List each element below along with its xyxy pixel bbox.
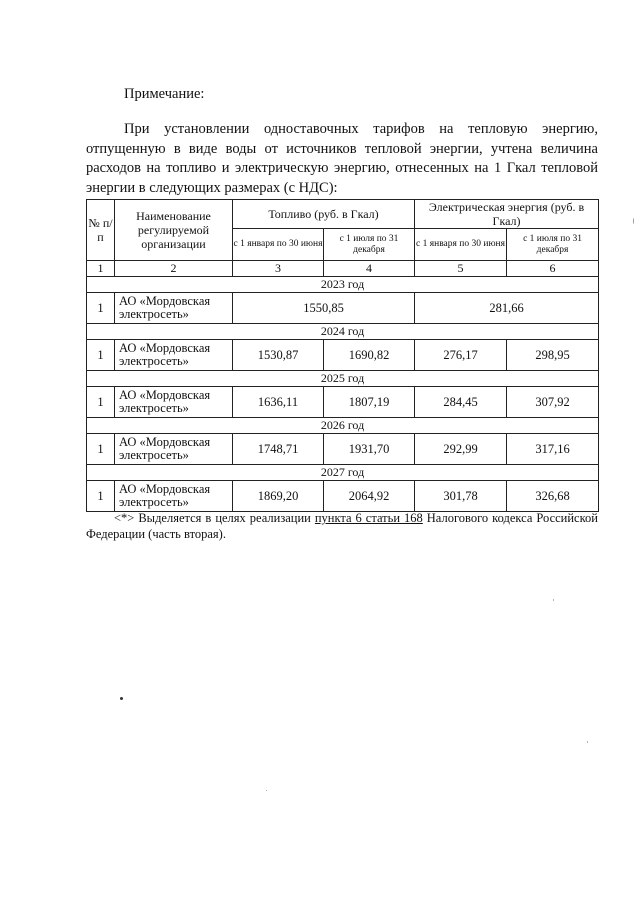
fuel-value-h2: 2064,92 (324, 481, 415, 512)
fuel-value-h1: 1869,20 (233, 481, 324, 512)
scan-speck (553, 599, 554, 601)
footnote (86, 510, 598, 542)
header-row-1 (87, 200, 599, 229)
column-numbers-row (87, 261, 599, 277)
column-number: 2 (115, 261, 233, 277)
fuel-value-h1: 1636,11 (233, 387, 324, 418)
header-period-4: с 1 июля по 31 декабря (507, 229, 599, 261)
column-number: 3 (233, 261, 324, 277)
org-name: АО «Мордовская электросеть» (115, 434, 233, 465)
fuel-value-h1: 1748,71 (233, 434, 324, 465)
table-row (87, 293, 599, 324)
year-row (87, 465, 599, 481)
header-num: № п/п (87, 200, 115, 261)
year-row (87, 277, 599, 293)
year-label: 2027 год (87, 465, 599, 481)
footnote-suffix: Налогового кодекса Российской Федерации (часть вторая). (86, 511, 598, 541)
header-period-3: с 1 января по 30 июня (415, 229, 507, 261)
note-heading: Примечание: (124, 86, 205, 102)
electric-value-h1: 301,78 (415, 481, 507, 512)
year-label: 2026 год (87, 418, 599, 434)
fuel-value-h2: 1807,19 (324, 387, 415, 418)
table-row (87, 434, 599, 465)
electric-value: 281,66 (415, 293, 599, 324)
header-name: Наименование регулируемой организации (115, 200, 233, 261)
electric-value-h1: 292,99 (415, 434, 507, 465)
org-name: АО «Мордовская электросеть» (115, 387, 233, 418)
org-name: АО «Мордовская электросеть» (115, 340, 233, 371)
scan-speck (633, 218, 634, 224)
table-row (87, 340, 599, 371)
column-number: 1 (87, 261, 115, 277)
fuel-value-h2: 1931,70 (324, 434, 415, 465)
electric-value-h2: 326,68 (507, 481, 599, 512)
note-paragraph: При установлении одноставочных тарифов на тепловую энергию, отпущенную в виде воды от источников тепловой энергии, учтена величина расходов на топливо и электрическую энергию, отнесенных на 1 Гкал тепловой энергии в следующих размерах (с НДС): (86, 121, 598, 196)
year-label: 2024 год (87, 324, 599, 340)
row-number: 1 (87, 481, 115, 512)
scan-speck (120, 697, 123, 700)
year-label: 2023 год (87, 277, 599, 293)
header-period-1: с 1 января по 30 июня (233, 229, 324, 261)
table-row (87, 387, 599, 418)
footnote-link-tax-code-article[interactable]: пункта 6 статьи 168 (314, 511, 423, 525)
table-row (87, 481, 599, 512)
column-number: 5 (415, 261, 507, 277)
row-number: 1 (87, 387, 115, 418)
scan-speck (587, 741, 588, 743)
year-label: 2025 год (87, 371, 599, 387)
row-number: 1 (87, 434, 115, 465)
row-number: 1 (87, 340, 115, 371)
fuel-value-h1: 1530,87 (233, 340, 324, 371)
electric-value-h2: 298,95 (507, 340, 599, 371)
column-number: 6 (507, 261, 599, 277)
electric-value-h2: 307,92 (507, 387, 599, 418)
tariffs-table (86, 199, 599, 512)
electric-value-h2: 317,16 (507, 434, 599, 465)
row-number: 1 (87, 293, 115, 324)
header-period-2: с 1 июля по 31 декабря (324, 229, 415, 261)
year-row (87, 324, 599, 340)
org-name: АО «Мордовская электросеть» (115, 293, 233, 324)
year-row (87, 371, 599, 387)
footnote-prefix: <*> Выделяется в целях реализации (114, 511, 315, 525)
org-name: АО «Мордовская электросеть» (115, 481, 233, 512)
header-fuel: Топливо (руб. в Гкал) (233, 200, 415, 229)
electric-value-h1: 276,17 (415, 340, 507, 371)
year-row (87, 418, 599, 434)
scan-speck (266, 790, 267, 791)
fuel-value-h2: 1690,82 (324, 340, 415, 371)
header-electric: Электрическая энергия (руб. в Гкал) (415, 200, 599, 229)
column-number: 4 (324, 261, 415, 277)
fuel-value: 1550,85 (233, 293, 415, 324)
electric-value-h1: 284,45 (415, 387, 507, 418)
